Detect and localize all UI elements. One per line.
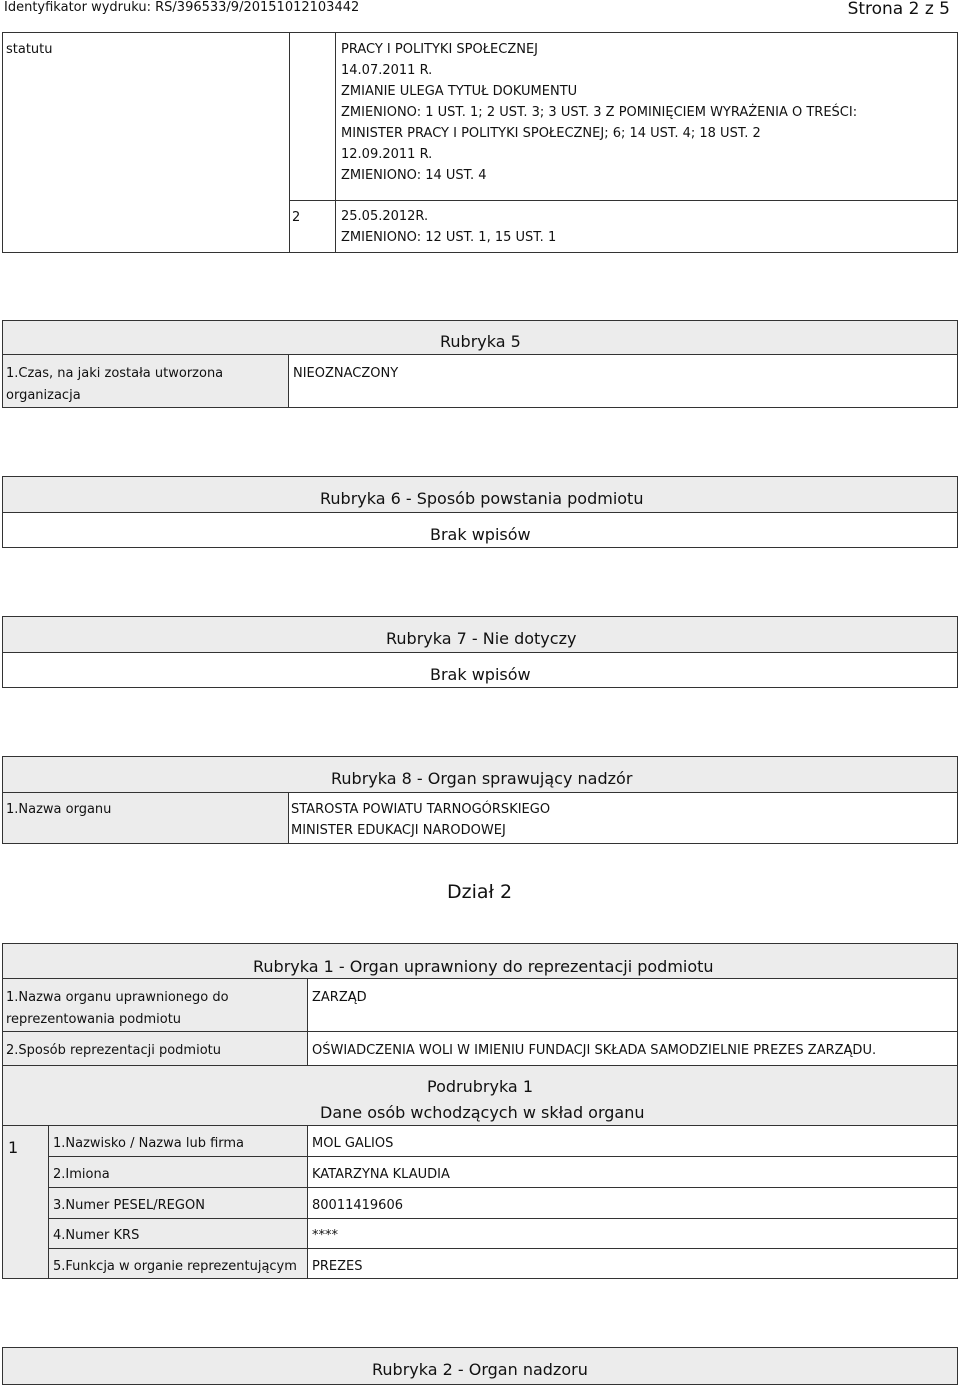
rubryka-5-label-1: 1.Czas, na jaki została utworzona xyxy=(6,366,224,381)
rubryka-7-empty: Brak wpisów xyxy=(430,665,531,684)
page-number: Strona 2 z 5 xyxy=(847,0,950,19)
rubryka-2-title: Rubryka 2 - Organ nadzoru xyxy=(372,1360,588,1379)
person-field-label: 3.Numer PESEL/REGON xyxy=(53,1198,205,1213)
rubryka-8-label: 1.Nazwa organu xyxy=(6,802,112,817)
subsection-subtitle: Dane osób wchodzących w skład organu xyxy=(320,1103,645,1122)
person-field-label: 2.Imiona xyxy=(53,1167,110,1182)
statute-label: statutu xyxy=(6,42,53,57)
rubryka-5-value: NIEOZNACZONY xyxy=(293,366,399,381)
person-number: 1 xyxy=(8,1138,19,1157)
rubryka-8-title: Rubryka 8 - Organ sprawujący nadzór xyxy=(331,769,633,788)
print-identifier: Identyfikator wydruku: RS/396533/9/20151012103442 xyxy=(4,0,360,15)
organ-label-1: 1.Nazwa organu uprawnionego do xyxy=(6,990,229,1005)
person-field-label: 4.Numer KRS xyxy=(53,1228,140,1243)
person-field-value: MOL GALIOS xyxy=(312,1136,394,1151)
person-field-value: KATARZYNA KLAUDIA xyxy=(312,1167,450,1182)
person-field-value: PREZES xyxy=(312,1259,363,1274)
rubryka-5-label-2: organizacja xyxy=(6,388,81,403)
subsection-title: Podrubryka 1 xyxy=(427,1077,533,1096)
rubryka-6-empty: Brak wpisów xyxy=(430,525,531,544)
rubryka-1-title: Rubryka 1 - Organ uprawniony do reprezentacji podmiotu xyxy=(253,957,714,976)
rubryka-6-title: Rubryka 6 - Sposób powstania podmiotu xyxy=(320,489,644,508)
statute-entry-2: 25.05.2012R. ZMIENIONO: 12 UST. 1, 15 UST. 1 xyxy=(341,209,557,245)
organ-value: ZARZĄD xyxy=(312,990,367,1005)
organ-label-2: reprezentowania podmiotu xyxy=(6,1012,182,1027)
person-field-value: 80011419606 xyxy=(312,1198,403,1213)
rubryka-7-title: Rubryka 7 - Nie dotyczy xyxy=(386,629,577,648)
person-field-label: 5.Funkcja w organie reprezentującym xyxy=(53,1259,297,1274)
method-label: 2.Sposób reprezentacji podmiotu xyxy=(6,1043,221,1058)
method-value: OŚWIADCZENIA WOLI W IMIENIU FUNDACJI SKŁADA SAMODZIELNIE PREZES ZARZĄDU. xyxy=(312,1043,877,1058)
section-title: Dział 2 xyxy=(447,881,513,903)
rubryka-5-title: Rubryka 5 xyxy=(440,332,521,351)
statute-entry-1: PRACY I POLITYKI SPOŁECZNEJ 14.07.2011 R. ZMIANIE ULEGA TYTUŁ DOKUMENTU ZMIENIONO: 1 UST. 1; 2 UST. 3; 3 UST. 3 Z POMINIĘCIEM WYRAŻENIA O TREŚCI: MINISTER PRACY I POLITYKI SPOŁECZNEJ; 6; 14 UST. 4; 18 UST. 2 12.09.2011 R. ZMIENIONO: 14 UST. 4 xyxy=(341,42,858,183)
person-field-value: **** xyxy=(312,1228,338,1243)
rubryka-8-values: STAROSTA POWIATU TARNOGÓRSKIEGO MINISTER EDUKACJI NARODOWEJ xyxy=(291,802,551,838)
statute-entry-2-number: 2 xyxy=(292,210,301,225)
person-field-label: 1.Nazwisko / Nazwa lub firma xyxy=(53,1136,245,1151)
